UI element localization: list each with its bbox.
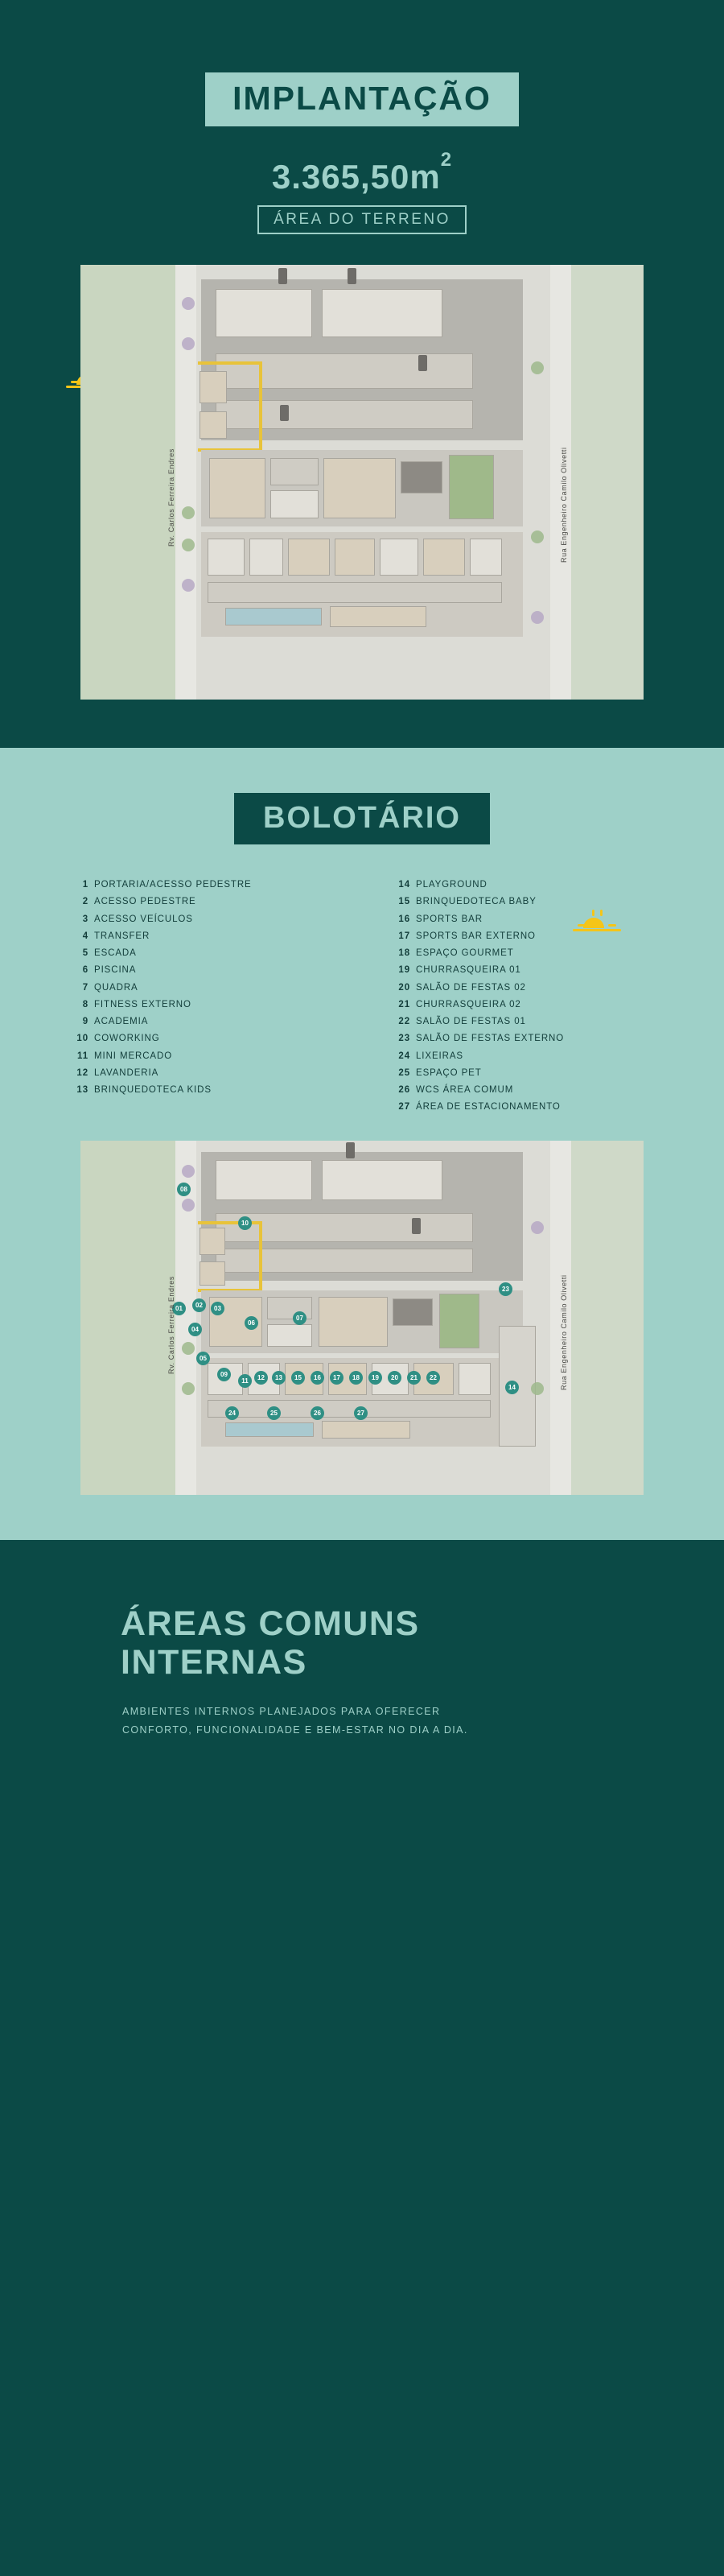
list-item bbox=[72, 928, 330, 945]
map-pin[interactable]: 06 bbox=[245, 1316, 258, 1330]
site-plan-image-top bbox=[80, 265, 644, 700]
map-pin[interactable]: 25 bbox=[267, 1406, 281, 1420]
legend-number: 2 bbox=[82, 897, 88, 907]
street-label-left: Rv. Carlos Ferreira Endres bbox=[167, 448, 175, 547]
list-item bbox=[394, 1065, 652, 1082]
legend-number: 15 bbox=[398, 897, 410, 907]
areas-title-line1: ÁREAS COMUNS bbox=[121, 1604, 420, 1643]
sun-icon-secondary bbox=[573, 910, 621, 937]
legend-number: 14 bbox=[398, 880, 410, 890]
list-item bbox=[394, 894, 652, 910]
map-pin[interactable]: 09 bbox=[217, 1368, 231, 1381]
list-item bbox=[72, 1013, 330, 1030]
list-item bbox=[394, 1030, 652, 1047]
site-plan-image-numbered bbox=[80, 1141, 644, 1495]
map-pin[interactable]: 23 bbox=[499, 1282, 512, 1296]
legend-label: SALÃO DE FESTAS 02 bbox=[416, 982, 526, 993]
legend-label: SALÃO DE FESTAS EXTERNO bbox=[416, 1034, 565, 1044]
list-item bbox=[72, 1082, 330, 1099]
areas-title bbox=[121, 1604, 619, 1682]
list-item bbox=[72, 1048, 330, 1065]
page-title: IMPLANTAÇÃO bbox=[205, 72, 519, 126]
map-pin[interactable]: 01 bbox=[172, 1302, 186, 1315]
legend-label: ÁREA DE ESTACIONAMENTO bbox=[416, 1102, 561, 1113]
map-pin[interactable]: 18 bbox=[349, 1371, 363, 1385]
legend-number: 24 bbox=[398, 1051, 410, 1061]
map-pin[interactable]: 19 bbox=[368, 1371, 382, 1385]
section-implantacao bbox=[0, 0, 724, 748]
legend-number: 8 bbox=[82, 999, 88, 1009]
legend-number: 19 bbox=[398, 965, 410, 976]
map-pin[interactable]: 05 bbox=[196, 1352, 210, 1365]
legend-number: 9 bbox=[82, 1017, 88, 1027]
legend-column-left bbox=[72, 877, 330, 1117]
legend-label: TRANSFER bbox=[94, 931, 150, 941]
legend-label: PISCINA bbox=[94, 965, 137, 976]
legend-number: 7 bbox=[82, 982, 88, 993]
list-item bbox=[72, 877, 330, 894]
street-label-left-2: Rv. Carlos Ferreira Endres bbox=[167, 1275, 175, 1374]
legend-label: ACESSO VEÍCULOS bbox=[94, 914, 193, 924]
legend-label: QUADRA bbox=[94, 982, 138, 993]
legend-label: PORTARIA/ACESSO PEDESTRE bbox=[94, 880, 252, 890]
legend-label: BRINQUEDOTECA BABY bbox=[416, 897, 537, 907]
legend-number: 21 bbox=[398, 999, 410, 1009]
map-pin[interactable]: 15 bbox=[291, 1371, 305, 1385]
legend-number: 3 bbox=[82, 914, 88, 924]
map-pin[interactable]: 24 bbox=[225, 1406, 239, 1420]
legend-number: 18 bbox=[398, 948, 410, 959]
list-item bbox=[72, 962, 330, 979]
areas-title-line2: INTERNAS bbox=[121, 1642, 307, 1682]
areas-subtitle: AMBIENTES INTERNOS PLANEJADOS PARA OFERECER CONFORTO, FUNCIONALIDADE E BEM-ESTAR NO DIA A DIA. bbox=[122, 1706, 468, 1736]
legend-number: 5 bbox=[82, 948, 88, 959]
list-item bbox=[72, 945, 330, 962]
list-item bbox=[394, 877, 652, 894]
legend-label: LAVANDERIA bbox=[94, 1067, 159, 1078]
legend-label: ESPAÇO GOURMET bbox=[416, 948, 514, 959]
list-item bbox=[72, 980, 330, 997]
map-pin[interactable]: 20 bbox=[388, 1371, 401, 1385]
bolotario-title: BOLOTÁRIO bbox=[234, 793, 490, 844]
street-label-right-2: Rua Engenheiro Camilo Olivetti bbox=[560, 1274, 568, 1390]
legend-label: COWORKING bbox=[94, 1034, 160, 1044]
list-item bbox=[394, 1013, 652, 1030]
street-label-right: Rua Engenheiro Camilo Olivetti bbox=[560, 447, 568, 563]
legend-label: ESCADA bbox=[94, 948, 137, 959]
legend-number: 22 bbox=[398, 1017, 410, 1027]
map-pin[interactable]: 26 bbox=[311, 1406, 324, 1420]
legend-label: CHURRASQUEIRA 01 bbox=[416, 965, 521, 976]
legend-number: 25 bbox=[398, 1067, 410, 1078]
map-pin[interactable]: 22 bbox=[426, 1371, 440, 1385]
map-pin[interactable]: 27 bbox=[354, 1406, 368, 1420]
legend-label: ACADEMIA bbox=[94, 1017, 149, 1027]
map-pin[interactable]: 08 bbox=[177, 1183, 191, 1196]
legend-number: 20 bbox=[398, 982, 410, 993]
legend-number: 16 bbox=[398, 914, 410, 924]
legend-number: 23 bbox=[398, 1034, 410, 1044]
legend-number: 13 bbox=[76, 1085, 88, 1096]
terrain-area-number: 3.365,50m bbox=[271, 158, 441, 196]
legend-label: SPORTS BAR EXTERNO bbox=[416, 931, 536, 941]
legend-number: 6 bbox=[82, 965, 88, 976]
list-item bbox=[72, 894, 330, 910]
legend-number: 27 bbox=[398, 1102, 410, 1113]
map-pin[interactable]: 14 bbox=[505, 1381, 519, 1394]
map-pin[interactable]: 13 bbox=[272, 1371, 286, 1385]
list-item bbox=[394, 1048, 652, 1065]
list-item bbox=[394, 945, 652, 962]
list-item bbox=[394, 962, 652, 979]
list-item bbox=[394, 1099, 652, 1116]
map-pin[interactable]: 03 bbox=[211, 1302, 224, 1315]
list-item bbox=[72, 997, 330, 1013]
map-pin[interactable]: 11 bbox=[238, 1374, 252, 1388]
legend-number: 17 bbox=[398, 931, 410, 941]
legend-label: ESPAÇO PET bbox=[416, 1067, 482, 1078]
legend-label: BRINQUEDOTECA KIDS bbox=[94, 1085, 212, 1096]
map-pin[interactable]: 16 bbox=[311, 1371, 324, 1385]
list-item bbox=[394, 1082, 652, 1099]
list-item bbox=[72, 1030, 330, 1047]
legend bbox=[72, 877, 652, 1117]
legend-label: FITNESS EXTERNO bbox=[94, 999, 191, 1009]
legend-label: LIXEIRAS bbox=[416, 1051, 463, 1061]
section-bolotario bbox=[0, 748, 724, 1540]
map-pin[interactable]: 12 bbox=[254, 1371, 268, 1385]
legend-number: 12 bbox=[76, 1067, 88, 1078]
map-pin[interactable]: 17 bbox=[330, 1371, 343, 1385]
map-pin[interactable]: 07 bbox=[293, 1311, 306, 1325]
section-areas-comuns bbox=[0, 1540, 724, 1813]
legend-number: 4 bbox=[82, 931, 88, 941]
legend-label: ACESSO PEDESTRE bbox=[94, 897, 196, 907]
terrain-area-unit: 2 bbox=[440, 148, 453, 171]
list-item bbox=[394, 997, 652, 1013]
map-pin[interactable]: 21 bbox=[407, 1371, 421, 1385]
legend-label: WCS ÁREA COMUM bbox=[416, 1085, 514, 1096]
list-item bbox=[72, 911, 330, 928]
legend-label: SPORTS BAR bbox=[416, 914, 483, 924]
list-item bbox=[72, 1065, 330, 1082]
legend-number: 10 bbox=[76, 1034, 88, 1044]
legend-label: PLAYGROUND bbox=[416, 880, 487, 890]
legend-label: CHURRASQUEIRA 02 bbox=[416, 999, 521, 1009]
map-pin[interactable]: 10 bbox=[238, 1216, 252, 1230]
legend-number: 11 bbox=[77, 1051, 88, 1061]
list-item bbox=[394, 980, 652, 997]
legend-number: 1 bbox=[82, 880, 88, 890]
legend-label: MINI MERCADO bbox=[94, 1051, 173, 1061]
map-pin[interactable]: 02 bbox=[192, 1298, 206, 1312]
legend-label: SALÃO DE FESTAS 01 bbox=[416, 1017, 526, 1027]
legend-number: 26 bbox=[398, 1085, 410, 1096]
terrain-area-value bbox=[0, 148, 724, 196]
map-pin[interactable]: 04 bbox=[188, 1323, 202, 1336]
terrain-area-label: ÁREA DO TERRENO bbox=[257, 205, 467, 234]
